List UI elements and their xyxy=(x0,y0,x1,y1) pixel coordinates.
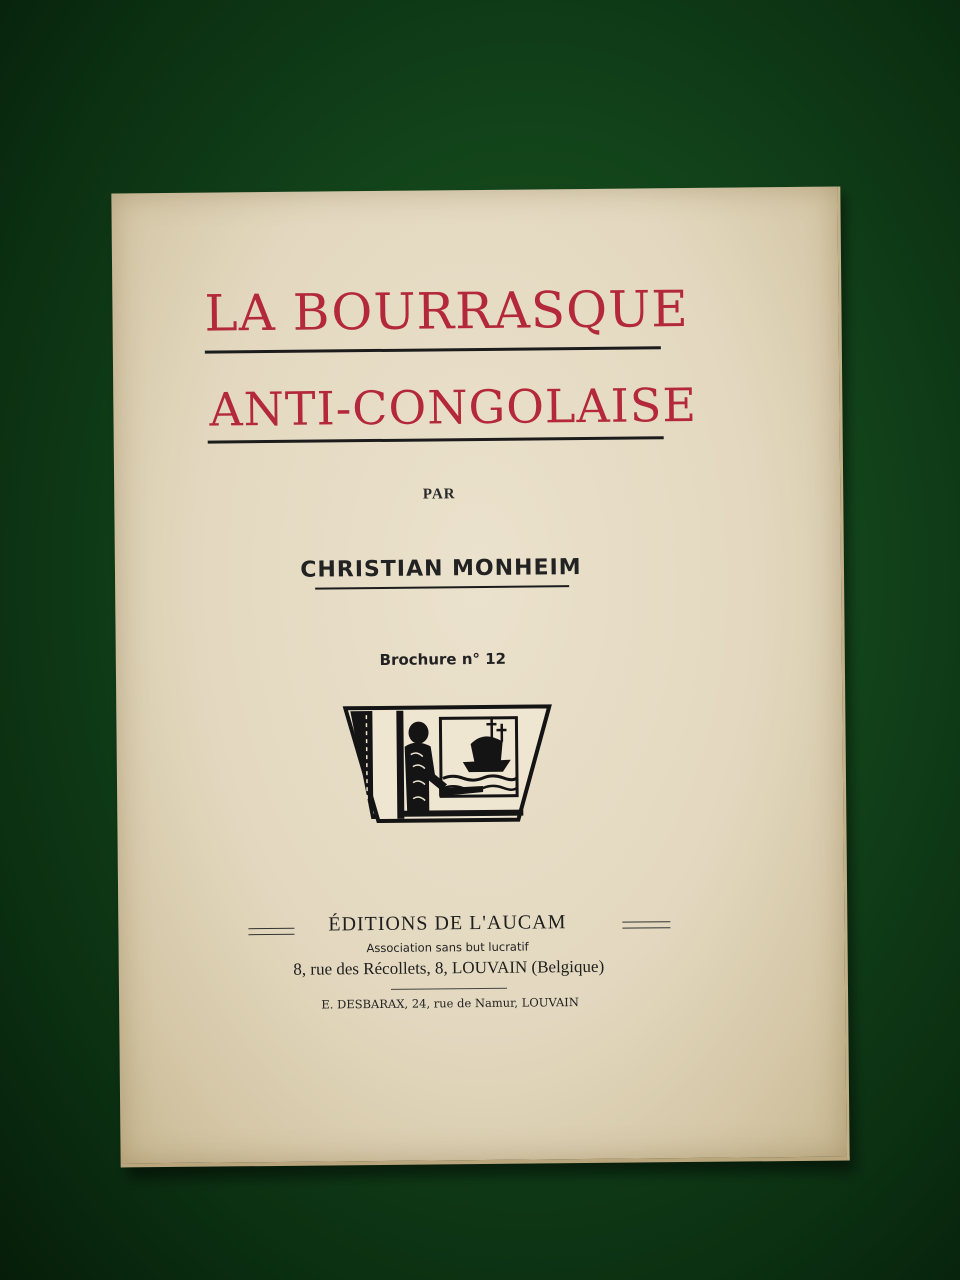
author-underline xyxy=(315,585,569,589)
association-text: Association sans but lucratif xyxy=(366,939,529,956)
title-rule-1 xyxy=(205,346,661,353)
printer-line: E. DESBARAX, 24, rue de Namur, LOUVAIN xyxy=(321,995,579,1012)
woodcut-emblem-icon xyxy=(342,703,553,825)
publisher-name: ÉDITIONS DE L'AUCAM xyxy=(328,911,567,936)
title-line-1: LA BOURRASQUE xyxy=(204,279,690,343)
title-rule-2 xyxy=(208,436,664,443)
publisher-ornament-right xyxy=(622,921,670,928)
address-divider xyxy=(391,988,507,990)
publisher-address: 8, rue des Récollets, 8, LOUVAIN (Belgique) xyxy=(293,956,605,979)
author-name: CHRISTIAN MONHEIM xyxy=(300,555,582,583)
by-label: PAR xyxy=(422,486,456,503)
book-cover xyxy=(111,187,849,1168)
title-line-2: ANTI-CONGOLAISE xyxy=(209,377,698,437)
brochure-number: Brochure n° 12 xyxy=(379,649,507,669)
